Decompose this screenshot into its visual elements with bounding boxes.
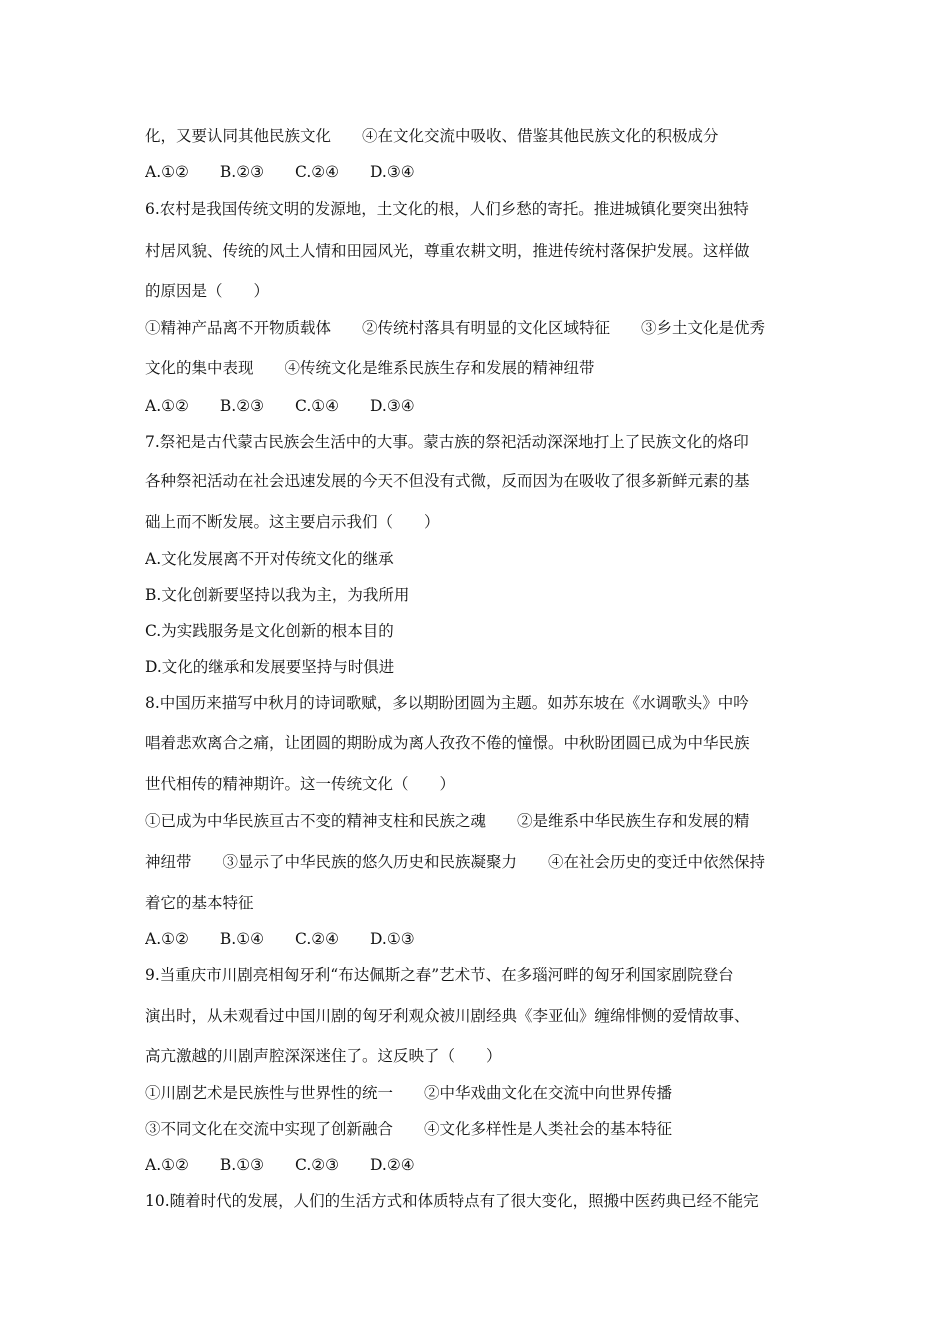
- text-line: 各种祭祀活动在社会迅速发展的今天不但没有式微，反而因为在吸收了很多新鲜元素的基: [145, 472, 750, 490]
- answer-option-a: A.文化发展离不开对传统文化的继承: [145, 550, 394, 568]
- text-line: 文化的集中表现 ④传统文化是维系民族生存和发展的精神纽带: [145, 359, 595, 377]
- text-line: 的原因是（ ）: [145, 282, 270, 300]
- question-7-text: 7.祭祀是古代蒙古民族会生活中的大事。蒙古族的祭祀活动深深地打上了民族文化的烙印: [145, 433, 749, 451]
- answer-options: A.①② B.①④ C.②④ D.①③: [145, 930, 415, 948]
- text-line: 世代相传的精神期许。这一传统文化（ ）: [145, 775, 456, 793]
- answer-option-b: B.文化创新要坚持以我为主，为我所用: [145, 586, 410, 604]
- answer-options: A.①② B.①③ C.②③ D.②④: [145, 1156, 415, 1174]
- text-line: 化，又要认同其他民族文化 ④在文化交流中吸收、借鉴其他民族文化的积极成分: [145, 127, 719, 145]
- text-line: 唱着悲欢离合之痛，让团圆的期盼成为离人孜孜不倦的憧憬。中秋盼团圆已成为中华民族: [145, 734, 750, 752]
- text-line: 神纽带 ③显示了中华民族的悠久历史和民族凝聚力 ④在社会历史的变迁中依然保持: [145, 853, 766, 871]
- text-line: 演出时，从未观看过中国川剧的匈牙利观众被川剧经典《李亚仙》缠绵悱恻的爱情故事、: [145, 1007, 750, 1025]
- answer-options: A.①② B.②③ C.①④ D.③④: [145, 397, 415, 415]
- question-6-text: 6.农村是我国传统文明的发源地，土文化的根，人们乡愁的寄托。推进城镇化要突出独特: [145, 200, 749, 218]
- answer-option-d: D.文化的继承和发展要坚持与时俱进: [145, 658, 395, 676]
- text-line: ①已成为中华民族亘古不变的精神支柱和民族之魂 ②是维系中华民族生存和发展的精: [145, 812, 750, 830]
- question-10-text: 10.随着时代的发展，人们的生活方式和体质特点有了很大变化，照搬中医药典已经不能完: [145, 1192, 759, 1210]
- answer-options: A.①② B.②③ C.②④ D.③④: [145, 163, 415, 181]
- text-line: 村居风貌、传统的风土人情和田园风光，尊重农耕文明，推进传统村落保护发展。这样做: [145, 242, 750, 260]
- text-line: 高亢激越的川剧声腔深深迷住了。这反映了（ ）: [145, 1047, 502, 1065]
- question-8-text: 8.中国历来描写中秋月的诗词歌赋，多以期盼团圆为主题。如苏东坡在《水调歌头》中吟: [145, 694, 749, 712]
- text-line: 础上而不断发展。这主要启示我们（ ）: [145, 513, 440, 531]
- text-line: 着它的基本特征: [145, 894, 254, 912]
- question-9-text: 9.当重庆市川剧亮相匈牙利“布达佩斯之春”艺术节、在多瑙河畔的匈牙利国家剧院登台: [145, 966, 734, 984]
- text-line: ①川剧艺术是民族性与世界性的统一 ②中华戏曲文化在交流中向世界传播: [145, 1084, 673, 1102]
- text-line: ①精神产品离不开物质载体 ②传统村落具有明显的文化区域特征 ③乡土文化是优秀: [145, 319, 766, 337]
- text-line: ③不同文化在交流中实现了创新融合 ④文化多样性是人类社会的基本特征: [145, 1120, 673, 1138]
- answer-option-c: C.为实践服务是文化创新的根本目的: [145, 622, 394, 640]
